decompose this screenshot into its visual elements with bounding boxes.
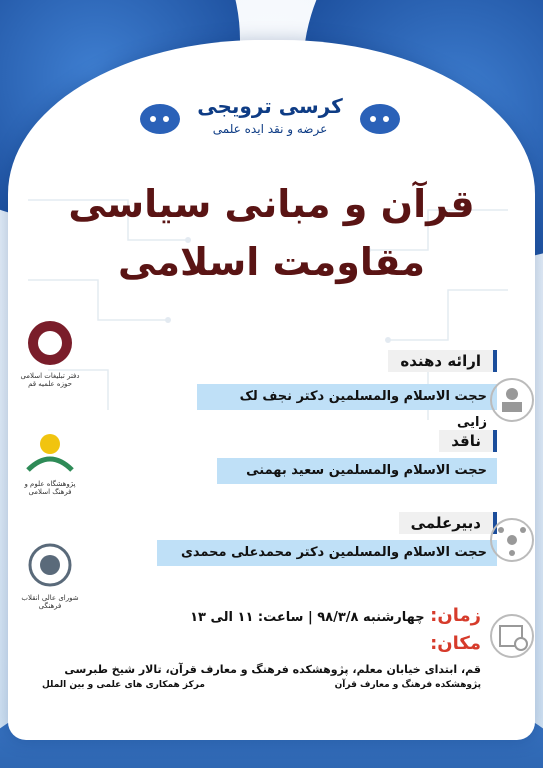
daftar-logo bbox=[20, 318, 80, 388]
time-label: زمان: bbox=[430, 605, 481, 626]
presenter-icon bbox=[490, 378, 534, 422]
event-badge bbox=[140, 96, 400, 142]
role-label-critic: ناقد bbox=[439, 430, 497, 452]
pajoheshgah-logo bbox=[20, 430, 80, 496]
speech-bubble-icon bbox=[360, 104, 400, 134]
secretary-name: حجت الاسلام والمسلمین دکتر محمدعلی محمدی bbox=[157, 540, 497, 566]
role-label-secretary: دبیرعلمی bbox=[399, 512, 497, 534]
pajoheshgah-logo-text: پژوهشگاه علوم و فرهنگ اسلامی bbox=[24, 480, 76, 496]
shora-logo bbox=[20, 540, 80, 610]
network-icon bbox=[490, 518, 534, 562]
place-row bbox=[41, 632, 481, 676]
main-title-line1: قرآن و مبانی سیاسی bbox=[68, 182, 475, 226]
speech-bubble-icon bbox=[140, 104, 180, 134]
time-row bbox=[121, 604, 481, 628]
place-label: مکان: bbox=[430, 633, 481, 654]
daftar-logo-text: دفتر تبلیغات اسلامی حوزه علمیه قم bbox=[20, 372, 80, 388]
time-value: چهارشنبه ۹۸/۳/۸ | ساعت: ۱۱ الی ۱۳ bbox=[190, 610, 425, 625]
badge-title: کرسی ترویجی bbox=[197, 94, 343, 118]
presenter-name: حجت الاسلام والمسلمین دکتر نجف لک زایی bbox=[197, 384, 497, 410]
shora-logo-text: شورای عالی انقلاب فرهنگی bbox=[21, 594, 79, 610]
footer-left-org: مرکز همکاری های علمی و بین الملل bbox=[42, 680, 205, 690]
critic-name: حجت الاسلام والمسلمین سعید بهمنی bbox=[217, 458, 497, 484]
footer-right-org: پژوهشکده فرهنگ و معارف قرآن bbox=[334, 680, 481, 690]
calendar-icon bbox=[490, 614, 534, 658]
badge-subtitle: عرضه و نقد ایده علمی bbox=[212, 122, 328, 136]
place-value: قم، ابتدای خیابان معلم، پژوهشکده فرهنگ و معارف قرآن، تالار شیخ طبرسی bbox=[64, 663, 481, 676]
main-title-line2: مقاومت اسلامی bbox=[118, 240, 425, 284]
role-label-presenter: ارائه دهنده bbox=[388, 350, 497, 372]
